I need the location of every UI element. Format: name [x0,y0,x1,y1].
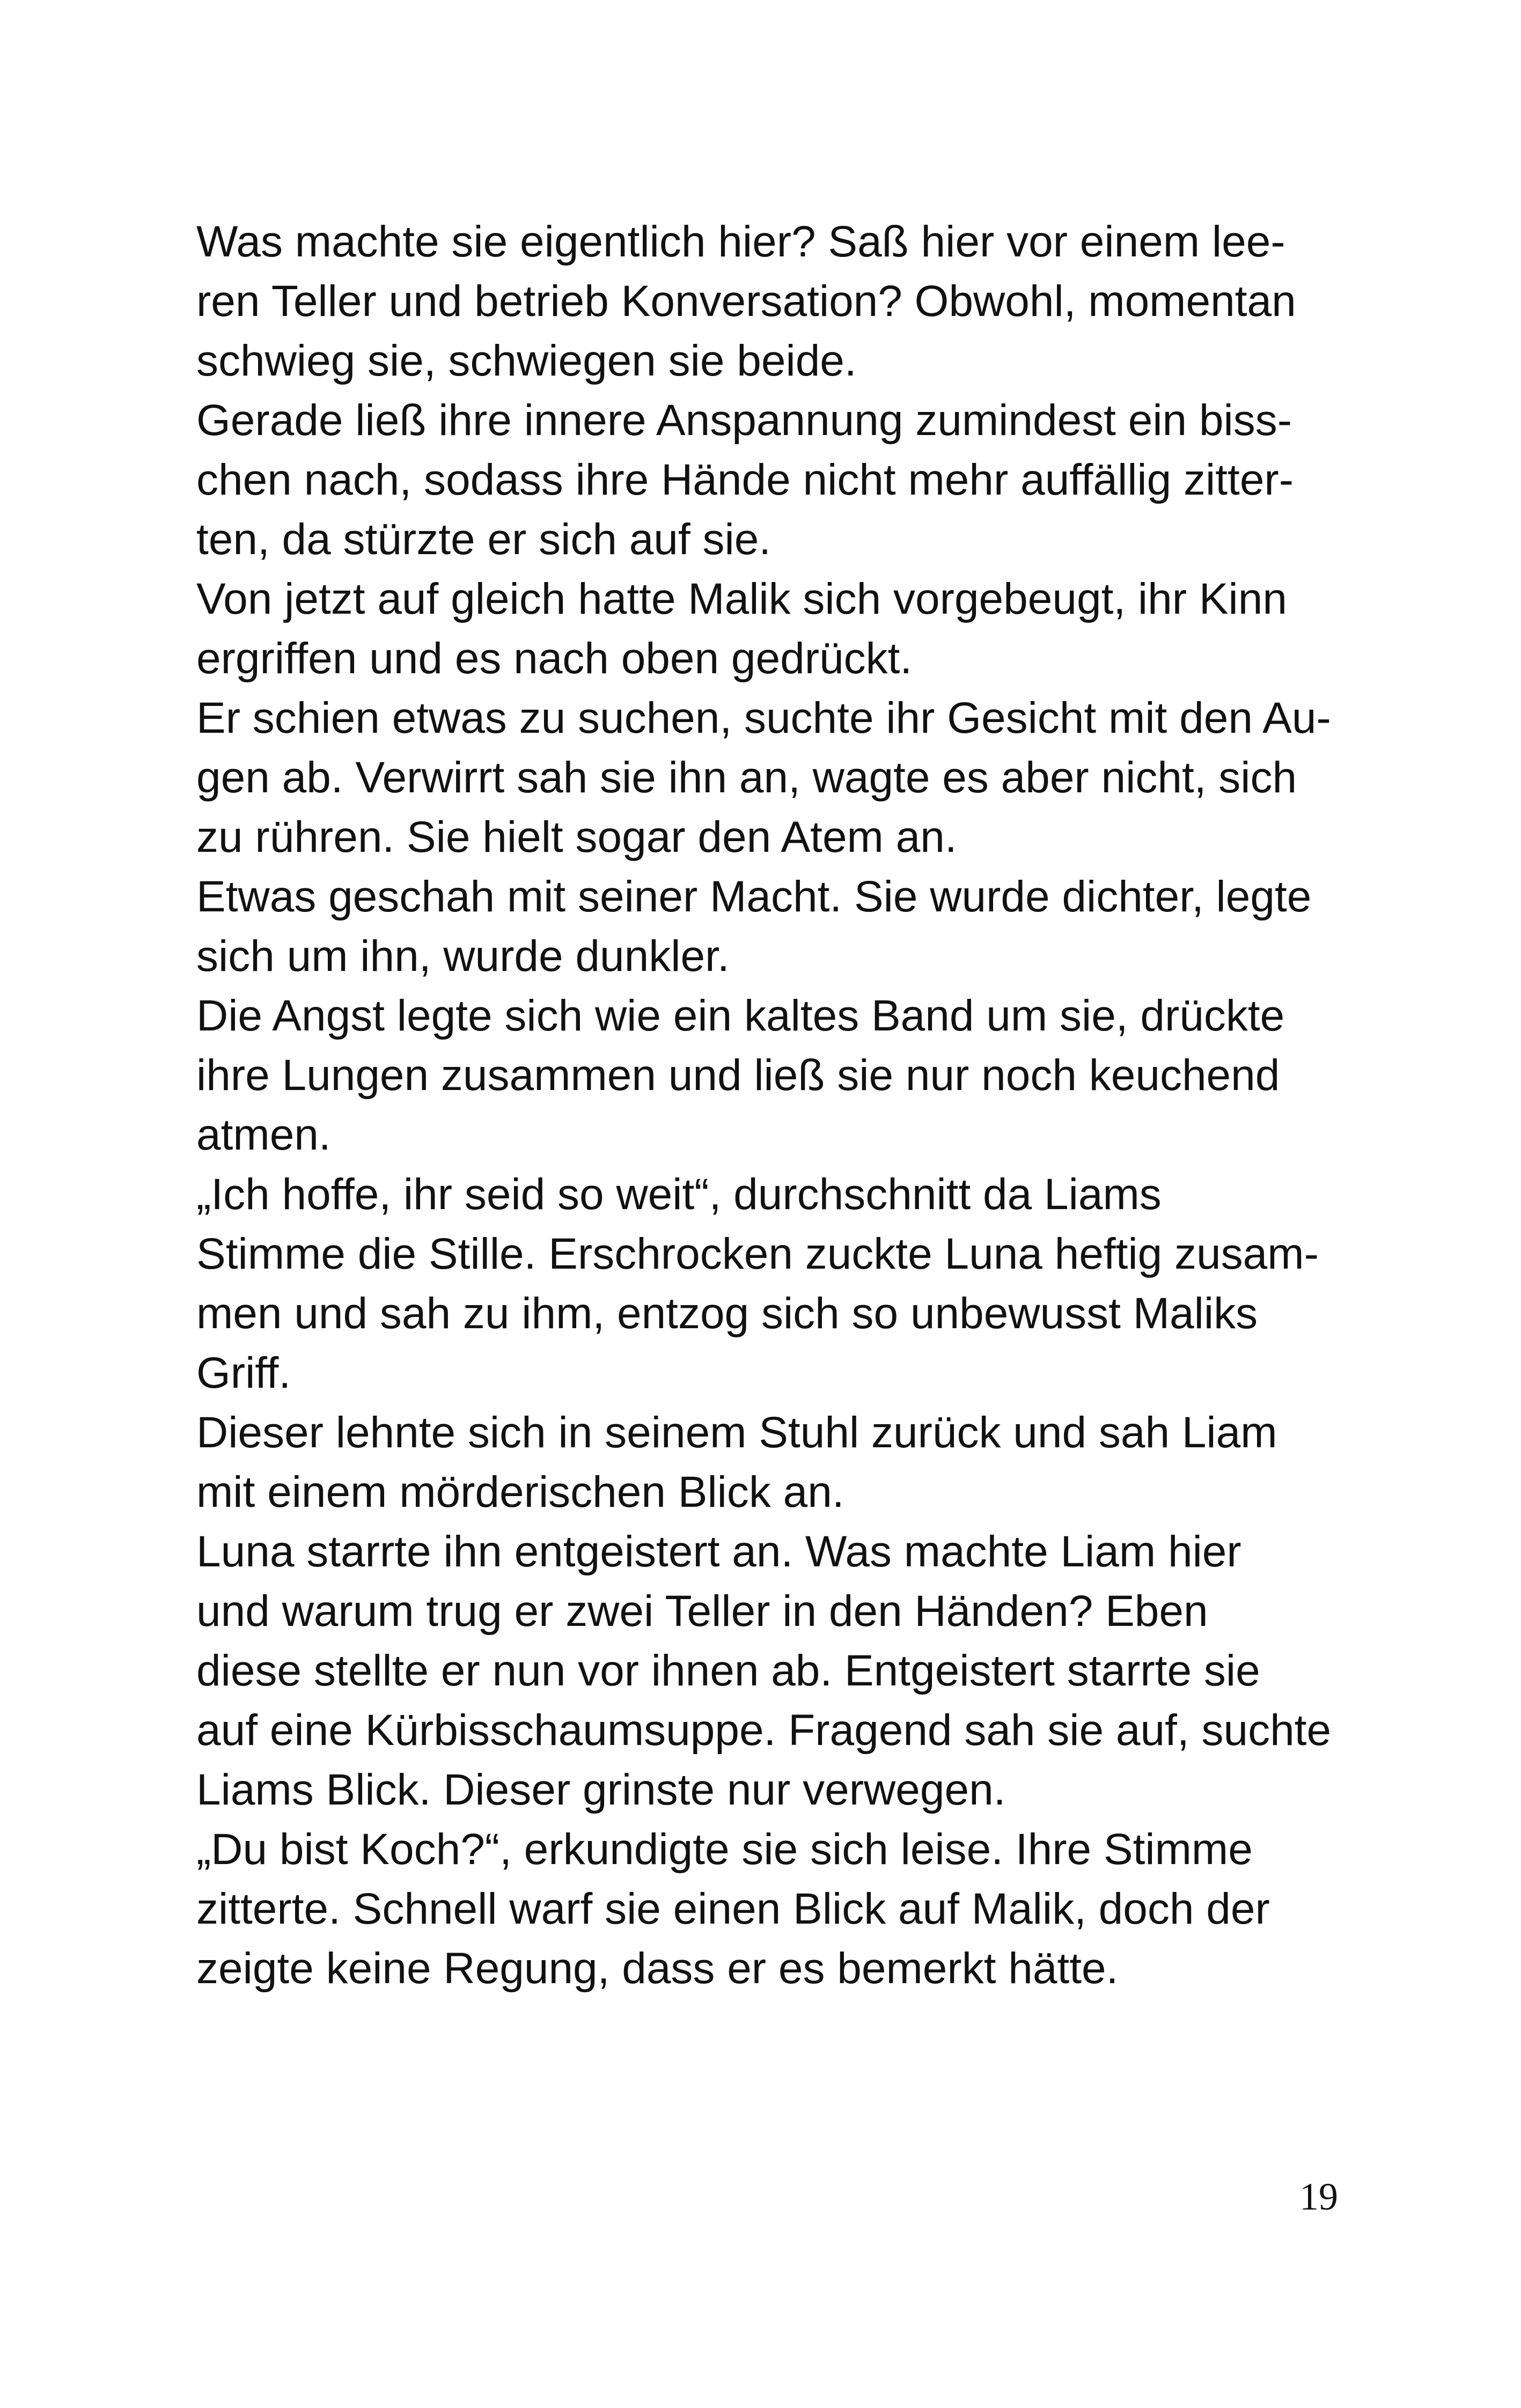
text-line: Luna starrte ihn entgeistert an. Was machte Liam hier [196,1527,1241,1576]
text-line: zeigte keine Regung, dass er es bemerkt hätte. [196,1944,1119,1993]
text-line: Die Angst legte sich wie ein kaltes Band um sie, drückte [196,991,1285,1040]
text-line: diese stellte er nun vor ihnen ab. Entgeistert starrte sie [196,1646,1260,1695]
text-line: Etwas geschah mit seiner Macht. Sie wurde dichter, legte [196,872,1312,921]
text-line: ihre Lungen zusammen und ließ sie nur noch keuchend [196,1051,1280,1100]
text-line: Gerade ließ ihre innere Anspannung zumindest ein biss- [196,396,1292,445]
text-line: „Ich hoffe, ihr seid so weit“, durchschnitt da Liams [196,1170,1162,1219]
body-text [196,212,1334,1998]
text-line: Was machte sie eigentlich hier? Saß hier vor einem lee- [196,217,1285,266]
text-line: Liams Blick. Dieser grinste nur verwegen. [196,1765,1006,1814]
text-line: men und sah zu ihm, entzog sich so unbewusst Maliks [196,1289,1258,1338]
text-line: ren Teller und betrieb Konversation? Obwohl, momentan [196,277,1296,326]
text-line: zu rühren. Sie hielt sogar den Atem an. [196,813,957,861]
page-number: 19 [1299,2175,1338,2218]
text-line: ergriffen und es nach oben gedrückt. [196,634,913,683]
text-line: „Du bist Koch?“, erkundigte sie sich leise. Ihre Stimme [196,1825,1253,1874]
text-line: gen ab. Verwirrt sah sie ihn an, wagte es aber nicht, sich [196,753,1297,802]
text-line: mit einem mörderischen Blick an. [196,1468,844,1516]
text-line: und warum trug er zwei Teller in den Händen? Eben [196,1587,1208,1636]
text-line: chen nach, sodass ihre Hände nicht mehr auffällig zitter- [196,455,1294,504]
text-line: schwieg sie, schwiegen sie beide. [196,336,857,385]
text-line: Von jetzt auf gleich hatte Malik sich vorgebeugt, ihr Kinn [196,575,1287,623]
text-line: zitterte. Schnell warf sie einen Blick auf Malik, doch der [196,1884,1270,1933]
text-line: sich um ihn, wurde dunkler. [196,932,730,981]
text-line: ten, da stürzte er sich auf sie. [196,515,771,564]
text-line: Griff. [196,1349,291,1397]
text-line: Stimme die Stille. Erschrocken zuckte Luna heftig zusam- [196,1229,1319,1278]
text-line: atmen. [196,1110,331,1159]
text-line: Er schien etwas zu suchen, suchte ihr Gesicht mit den Au- [196,694,1331,742]
text-line: auf eine Kürbisschaumsuppe. Fragend sah sie auf, suchte [196,1706,1332,1755]
text-line: Dieser lehnte sich in seinem Stuhl zurück und sah Liam [196,1408,1277,1457]
